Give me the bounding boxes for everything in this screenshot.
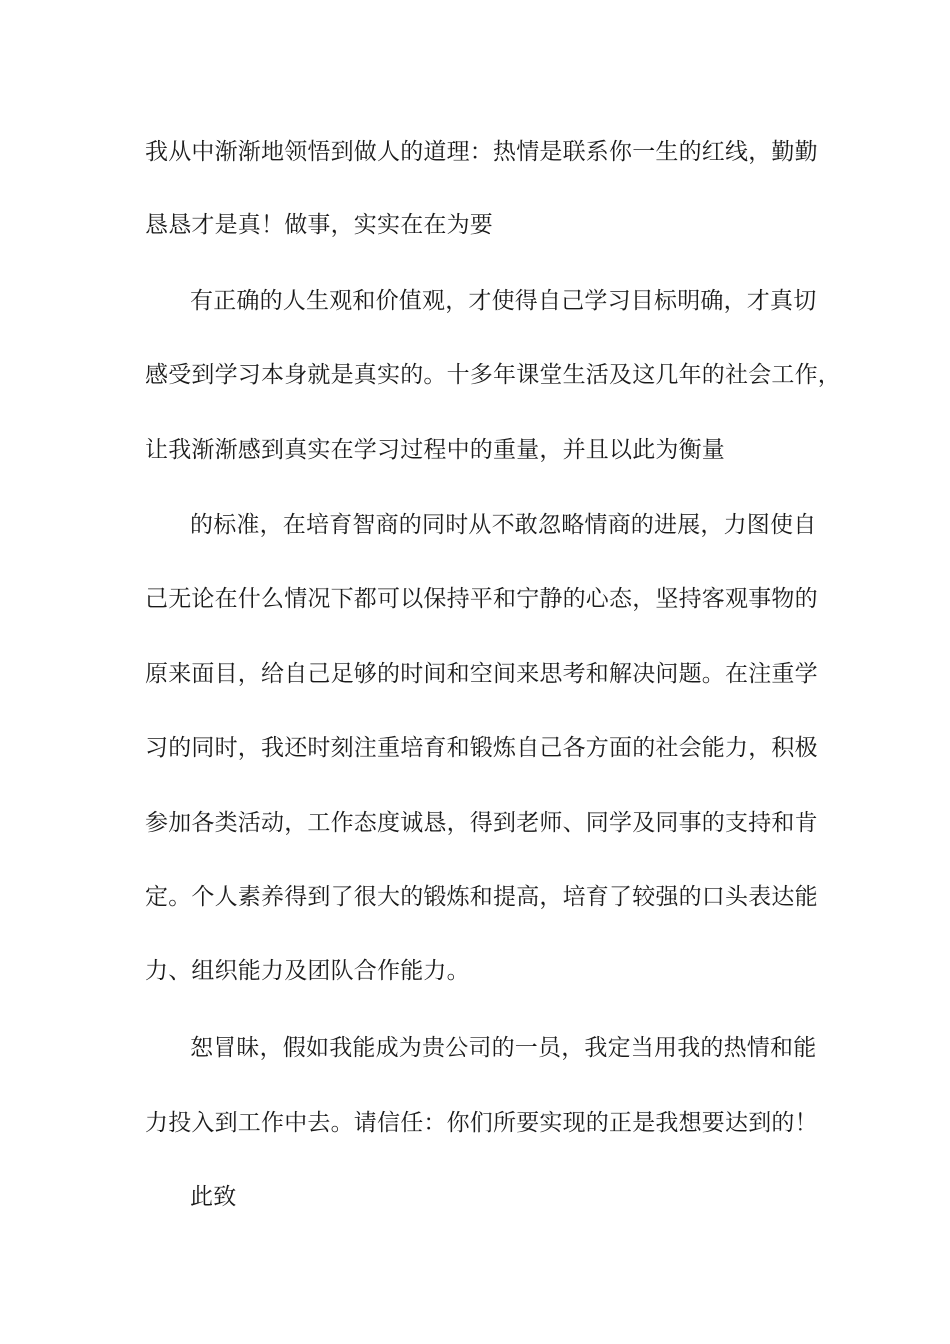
paragraph-line: 定。个人素养得到了很大的锻炼和提高，培育了较强的口头表达能	[145, 884, 818, 910]
paragraph-line: 力、组织能力及团队合作能力。	[145, 958, 470, 984]
paragraph-line: 恳恳才是真！做事，实实在在为要	[145, 212, 493, 238]
paragraph-line: 参加各类活动，工作态度诚恳，得到老师、同学及同事的支持和肯	[145, 810, 818, 836]
paragraph-line: 有正确的人生观和价值观，才使得自己学习目标明确，才真切	[190, 288, 817, 314]
paragraph-line: 力投入到工作中去。请信任：你们所要实现的正是我想要达到的！	[145, 1110, 818, 1136]
paragraph-line: 我从中渐渐地领悟到做人的道理：热情是联系你一生的红线，勤勤	[145, 139, 818, 165]
paragraph-line: 恕冒昧，假如我能成为贵公司的一员，我定当用我的热情和能	[190, 1035, 817, 1061]
paragraph-line: 己无论在什么情况下都可以保持平和宁静的心态，坚持客观事物的	[145, 586, 818, 612]
paragraph-line: 原来面目，给自己足够的时间和空间来思考和解决问题。在注重学	[145, 661, 818, 687]
paragraph-line: 让我渐渐感到真实在学习过程中的重量，并且以此为衡量	[145, 437, 725, 463]
paragraph-line: 感受到学习本身就是真实的。十多年课堂生活及这几年的社会工作，	[145, 362, 841, 388]
paragraph-line: 的标准，在培育智商的同时从不敢忽略情商的进展，力图使自	[190, 512, 817, 538]
closing-salutation: 此致	[190, 1184, 237, 1210]
paragraph-line: 习的同时，我还时刻注重培育和锻炼自己各方面的社会能力，积极	[145, 735, 818, 761]
